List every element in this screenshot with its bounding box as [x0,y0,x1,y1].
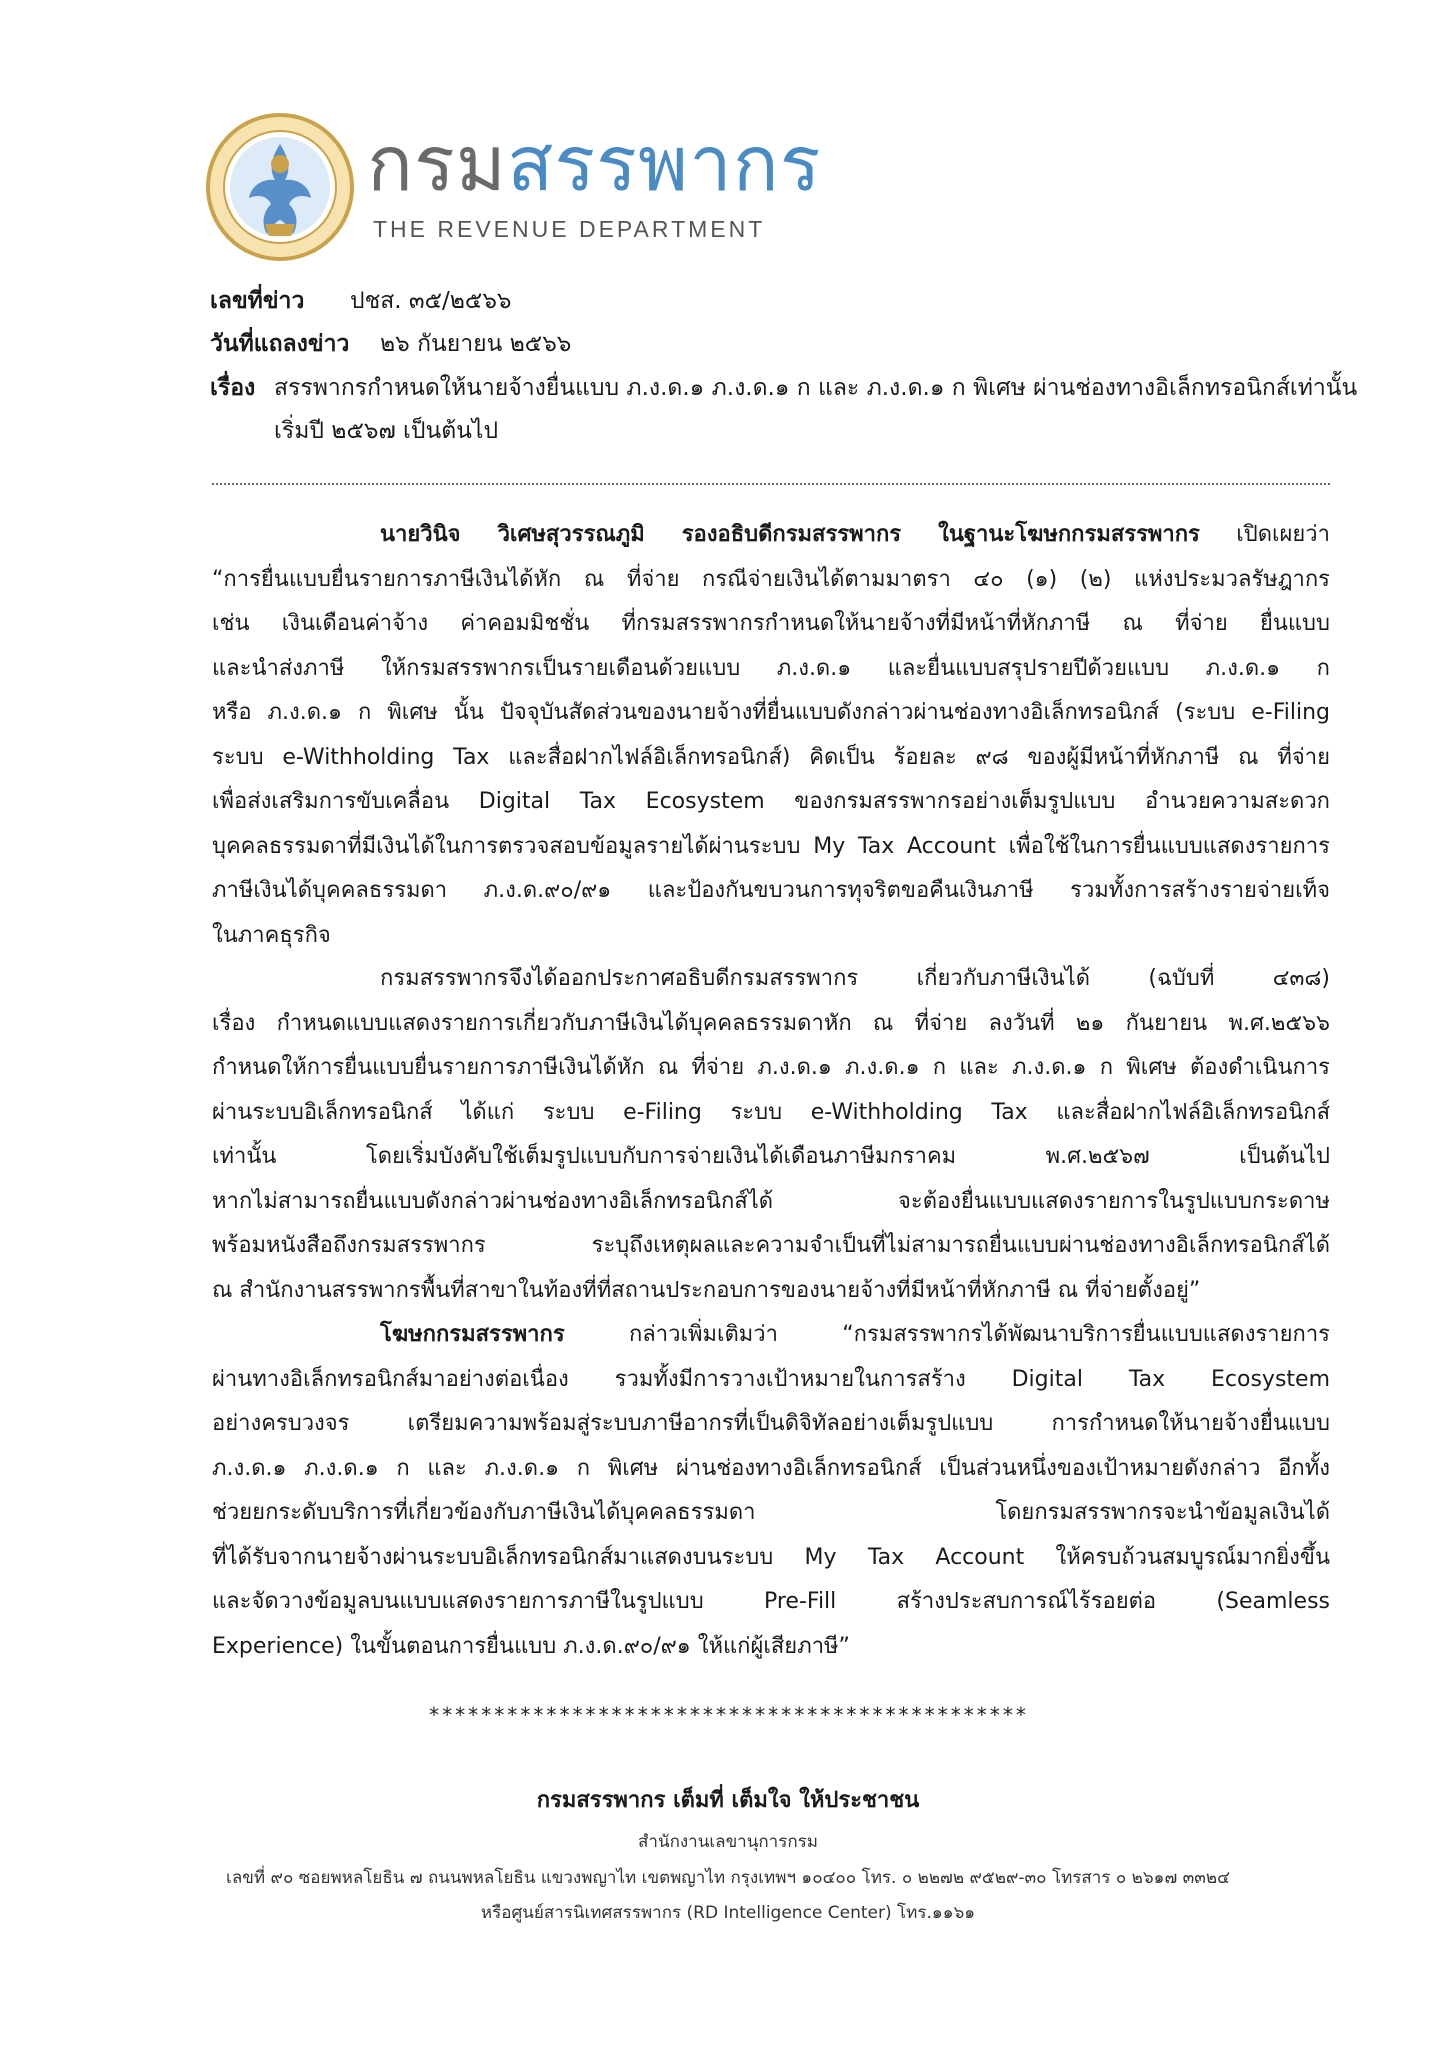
department-name-thai [367,118,822,210]
paragraph-line: ณ สำนักงานสรรพากรพื้นที่สาขาในท้องที่ที่สถานประกอบการของนายจ้างที่มีหน้าที่หักภาษี ณ ที่จ่ายตั้งอยู่” [212,1277,1201,1303]
dotted-divider [212,483,1330,485]
paragraph-2 [212,957,1330,1313]
subject-line-2: เริ่มปี ๒๕๖๗ เป็นต้นไป [274,418,499,444]
asterisk-separator: ********************************************** [428,1703,1028,1727]
department-name-english: THE REVENUE DEPARTMENT [373,216,766,242]
department-name-thai-part2: สรรพากร [506,119,822,208]
news-number-label: เลขที่ข่าว [210,288,305,314]
paragraph-line: และจัดวางข้อมูลบนแบบแสดงรายการภาษีในรูปแบบ Pre-Fill สร้างประสบการณ์ไร้รอยต่อ (Seamless [212,1589,1330,1614]
paragraph-line: เช่น เงินเดือนค่าจ้าง ค่าคอมมิชชั่น ที่กรมสรรพากรกำหนดให้นายจ้างที่มีหน้าที่หักภาษี ณ ที่จ่าย ยื่นแบบ [212,611,1330,636]
department-name-thai-part1: กรม [367,119,507,208]
paragraph-line: หากไม่สามารถยื่นแบบดังกล่าวผ่านช่องทางอิเล็กทรอนิกส์ได้ จะต้องยื่นแบบแสดงรายการในรูปแบบกระดาษ [212,1188,1330,1214]
news-number-value: ปชส. ๓๕/๒๕๖๖ [350,288,512,314]
paragraph-line: หรือ ภ.ง.ด.๑ ก พิเศษ นั้น ปัจจุบันสัดส่วนของนายจ้างที่ยื่นแบบดังกล่าวผ่านช่องทางอิเล็กทรอนิกส์ (ระบบ e-Filing [212,700,1330,725]
paragraph-line: ภาษีเงินได้บุคคลธรรมดา ภ.ง.ด.๙๐/๙๑ และป้องกันขบวนการทุจริตขอคืนเงินภาษี รวมทั้งการสร้างรายจ่ายเท็จ [212,878,1330,903]
paragraph-3 [212,1313,1330,1669]
press-date-value: ๒๖ กันยายน ๒๕๖๖ [380,331,572,357]
press-date-row [210,327,571,361]
subject-line-1: สรรพากรกำหนดให้นายจ้างยื่นแบบ ภ.ง.ด.๑ ภ.ง.ด.๑ ก และ ภ.ง.ด.๑ ก พิเศษ ผ่านช่องทางอิเล็กทรอนิกส์เท่านั้น [274,375,1358,401]
paragraph-line: Experience) ในขั้นตอนการยื่นแบบ ภ.ง.ด.๙๐/๙๑ ให้แก่ผู้เสียภาษี” [212,1633,850,1659]
paragraph-line: อย่างครบวงจร เตรียมความพร้อมสู่ระบบภาษีอากรที่เป็นดิจิทัลอย่างเต็มรูปแบบ การกำหนดให้นายจ้างยื่นแบบ [212,1411,1330,1436]
paragraph-line: เรื่อง กำหนดแบบแสดงรายการเกี่ยวกับภาษีเงินได้บุคคลธรรมดาหัก ณ ที่จ่าย ลงวันที่ ๒๑ กันยายน พ.ศ.๒๕๖๖ [212,1010,1330,1036]
paragraph-line: เพื่อส่งเสริมการขับเคลื่อน Digital Tax Ecosystem ของกรมสรรพากรอย่างเต็มรูปแบบ อำนวยความสะดวก [212,789,1330,814]
spokesperson-name: นายวินิจ วิเศษสุวรรณภูมิ รองอธิบดีกรมสรรพากร ในฐานะโฆษกกรมสรรพากร [380,522,1200,547]
footer-office: สำนักงานเลขานุการกรม [638,1832,818,1852]
paragraph-line: ผ่านทางอิเล็กทรอนิกส์มาอย่างต่อเนื่อง รวมทั้งมีการวางเป้าหมายในการสร้าง Digital Tax Ecosystem [212,1366,1330,1392]
paragraph-3-first-line-text: กล่าวเพิ่มเติมว่า “กรมสรรพากรได้พัฒนาบริการยื่นแบบแสดงรายการ [564,1322,1330,1347]
revenue-department-seal-icon [205,112,355,262]
paragraph-line: กรมสรรพากรจึงได้ออกประกาศอธิบดีกรมสรรพากร เกี่ยวกับภาษีเงินได้ (ฉบับที่ ๔๓๘) [380,966,1330,991]
paragraph-1-first-line-text: เปิดเผยว่า [1199,522,1330,547]
paragraph-line: กำหนดให้การยื่นแบบยื่นรายการภาษีเงินได้หัก ณ ที่จ่าย ภ.ง.ด.๑ ภ.ง.ด.๑ ก และ ภ.ง.ด.๑ ก พิเศษ ต้องดำเนินการ [212,1055,1330,1080]
paragraph-line: “การยื่นแบบยื่นรายการภาษีเงินได้หัก ณ ที่จ่าย กรณีจ่ายเงินได้ตามมาตรา ๔๐ (๑) (๒) แห่งประมวลรัษฎากร [212,566,1330,592]
paragraph-line: ในภาคธุรกิจ [212,922,331,948]
paragraph-line: เท่านั้น โดยเริ่มบังคับใช้เต็มรูปแบบกับการจ่ายเงินได้เดือนภาษีมกราคม พ.ศ.๒๕๖๗ เป็นต้นไป [212,1144,1330,1169]
subject-label: เรื่อง [210,375,256,401]
paragraph-3-first-line [212,1313,1330,1358]
paragraph-line: และนำส่งภาษี ให้กรมสรรพากรเป็นรายเดือนด้วยแบบ ภ.ง.ด.๑ และยื่นแบบสรุปรายปีด้วยแบบ ภ.ง.ด.๑ ก [212,655,1330,681]
paragraph-line: ที่ได้รับจากนายจ้างผ่านระบบอิเล็กทรอนิกส์มาแสดงบนระบบ My Tax Account ให้ครบถ้วนสมบูรณ์มากยิ่งขึ้น [212,1544,1330,1570]
footer-slogan: กรมสรรพากร เต็มที่ เต็มใจ ให้ประชาชน [536,1788,920,1813]
paragraph-1-first-line [212,513,1330,558]
paragraph-line: บุคคลธรรมดาที่มีเงินได้ในการตรวจสอบข้อมูลรายได้ผ่านระบบ My Tax Account เพื่อใช้ในการยื่นแบบแสดงรายการ [212,833,1330,859]
paragraph-1 [212,513,1330,958]
subject-row [210,371,1357,405]
spokesperson-title: โฆษกกรมสรรพากร [380,1322,565,1347]
footer-address: เลขที่ ๙๐ ซอยพหลโยธิน ๗ ถนนพหลโยธิน แขวงพญาไท เขตพญาไท กรุงเทพฯ ๑๐๔๐๐ โทร. ๐ ๒๒๗๒ ๙๕๒๙-๓๐ โทรสาร ๐ ๒๖๑๗ ๓๓๒๔ [226,1868,1230,1888]
paragraph-line: ภ.ง.ด.๑ ภ.ง.ด.๑ ก และ ภ.ง.ด.๑ ก พิเศษ ผ่านช่องทางอิเล็กทรอนิกส์ เป็นส่วนหนึ่งของเป้าหมายดังกล่าว อีกทั้ง [212,1455,1330,1481]
paragraph-line: ระบบ e-Withholding Tax และสื่อฝากไฟล์อิเล็กทรอนิกส์) คิดเป็น ร้อยละ ๙๘ ของผู้มีหน้าที่หักภาษี ณ ที่จ่าย [212,744,1330,770]
news-number-row [210,284,512,318]
paragraph-line: ช่วยยกระดับบริการที่เกี่ยวข้องกับภาษีเงินได้บุคคลธรรมดา โดยกรมสรรพากรจะนำข้อมูลเงินได้ [212,1500,1330,1525]
press-date-label: วันที่แถลงข่าว [210,331,350,357]
paragraph-line: ผ่านระบบอิเล็กทรอนิกส์ ได้แก่ ระบบ e-Filing ระบบ e-Withholding Tax และสื่อฝากไฟล์อิเล็กทรอนิกส์ [212,1099,1330,1125]
paragraph-line: พร้อมหนังสือถึงกรมสรรพากร ระบุถึงเหตุผลและความจำเป็นที่ไม่สามารถยื่นแบบผ่านช่องทางอิเล็กทรอนิกส์ได้ [212,1233,1330,1258]
department-logo [205,112,822,262]
footer-info-center: หรือศูนย์สารนิเทศสรรพากร (RD Intelligence Center) โทร.๑๑๖๑ [480,1903,976,1923]
